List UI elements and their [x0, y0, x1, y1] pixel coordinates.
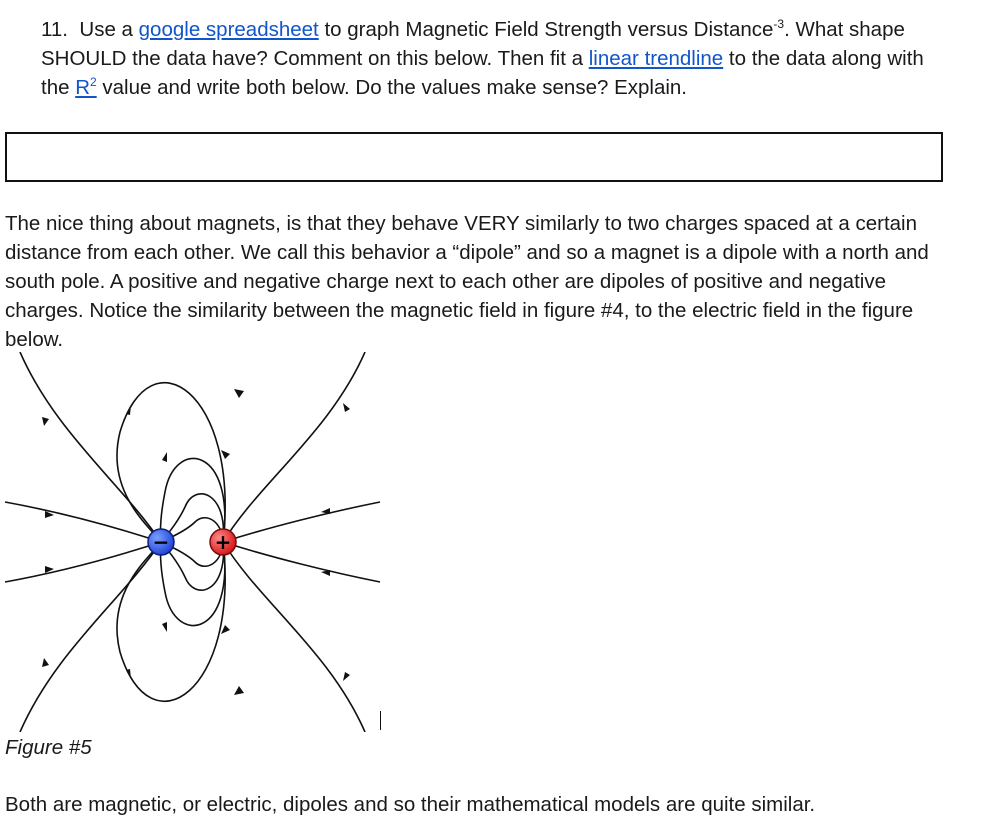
figure-caption: Figure #5: [5, 736, 92, 759]
negative-sign: −: [152, 530, 170, 554]
question-number: 11.: [41, 18, 68, 41]
answer-text-box[interactable]: [5, 132, 943, 182]
field-line: [223, 542, 380, 582]
arrowhead: [234, 686, 244, 695]
field-line: [5, 502, 161, 542]
text-cursor: [380, 711, 381, 730]
field-line: [5, 542, 161, 582]
field-line: [223, 502, 380, 542]
r-label: R: [75, 76, 91, 99]
r-exponent: 2: [90, 75, 97, 89]
question-text-part: to the data along with the: [41, 47, 924, 99]
field-line: [20, 542, 161, 732]
arrowhead: [221, 450, 230, 459]
question-text-part: Use a: [79, 18, 133, 41]
electric-dipole-figure: [0, 352, 400, 732]
arrowhead: [126, 405, 131, 415]
arrowhead: [343, 672, 350, 681]
arrowhead: [234, 389, 244, 398]
arrowhead: [221, 625, 230, 634]
question-text-part: . What shape SHOULD the data have? Comment on this below. Then fit a: [41, 18, 905, 70]
question-text: [41, 15, 941, 102]
linear-trendline-link[interactable]: linear trendline: [588, 47, 724, 70]
google-spreadsheet-link[interactable]: google spreadsheet: [138, 18, 319, 41]
arrowhead: [42, 417, 49, 426]
question-text-part: value and write both below. Do the values make sense? Explain.: [102, 76, 688, 99]
arrowhead: [343, 403, 350, 412]
arrowhead: [162, 622, 167, 632]
closing-sentence: Both are magnetic, or electric, dipoles and so their mathematical models are quite similar.: [5, 793, 816, 816]
arrowhead: [126, 669, 131, 679]
arrowhead: [162, 452, 167, 462]
arrowhead: [42, 658, 49, 667]
exponent: -3: [773, 17, 785, 31]
field-line: [223, 352, 365, 542]
positive-sign: +: [214, 530, 232, 554]
question-11: [41, 15, 941, 102]
r-squared-link[interactable]: [75, 76, 97, 99]
question-text-part: to graph Magnetic Field Strength versus Distance: [324, 18, 774, 41]
field-line: [223, 542, 365, 732]
field-line: [20, 352, 161, 542]
dipole-field-diagram: [0, 352, 400, 732]
dipole-paragraph: The nice thing about magnets, is that they behave VERY similarly to two charges spaced at a certain distance from each other. We call this behavior a “dipole” and so a magnet is a dipole with a north and south pole. A positive and negative charge next to each other are dipoles of positive and negative charges. Notice the similarity between the magnetic field in figure #4, to the electric field in the figure below.: [5, 212, 929, 351]
